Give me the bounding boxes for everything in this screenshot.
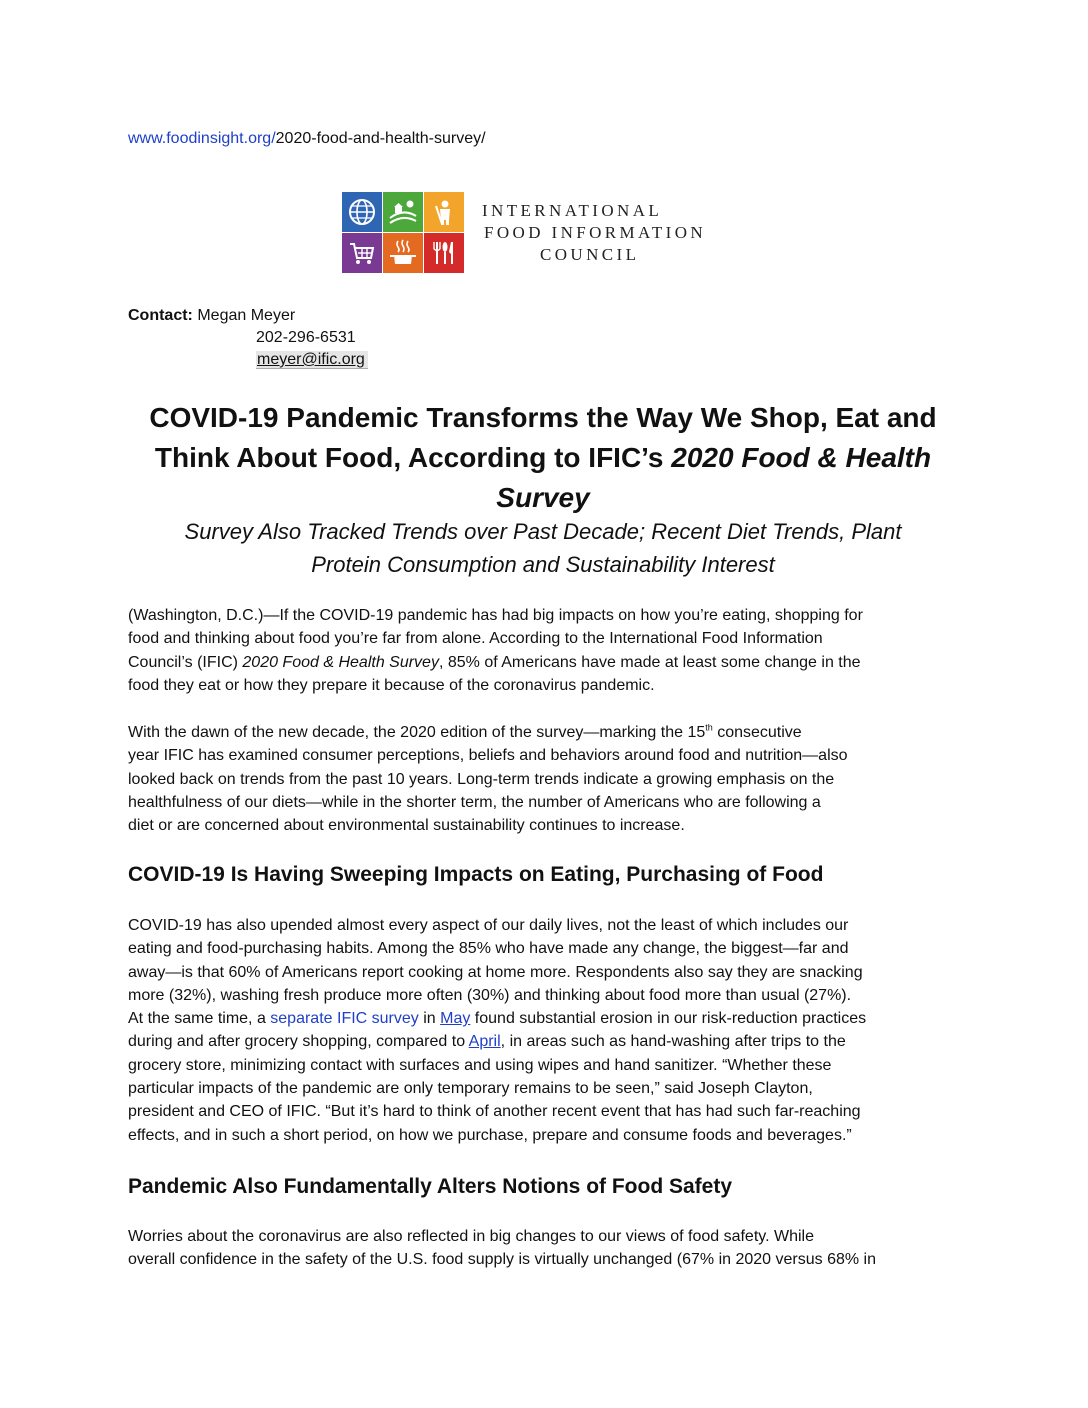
contact-phone: 202-296-6531 (256, 329, 356, 346)
contact-name: Megan Meyer (197, 307, 296, 324)
contact-label: Contact: (128, 307, 193, 324)
globe-icon (342, 192, 382, 232)
utensils-icon (424, 233, 464, 273)
paragraph-food-safety: Worries about the coronavirus are also reflected in big changes to our views of food safety. While overall confidence in the safety of the U.S. food supply is virtually unchanged (67% in 2020 versus 68% in (128, 1228, 876, 1269)
section-heading-impacts: COVID-19 Is Having Sweeping Impacts on Eating, Purchasing of Food (128, 863, 824, 886)
cooking-pot-icon (383, 233, 423, 273)
headline-line2: Think About Food, According to IFIC’s 2020 Food & Health (154, 442, 932, 473)
headline-line3: Survey (496, 482, 590, 513)
farmer-icon (424, 192, 464, 232)
headline-line1: COVID-19 Pandemic Transforms the Way We Shop, Eat and (149, 402, 937, 433)
april-link[interactable]: April (468, 1033, 501, 1051)
subheadline-line1: Survey Also Tracked Trends over Past Decade; Recent Diet Trends, Plant (184, 519, 902, 544)
source-url[interactable] (128, 130, 486, 148)
paragraph-decade: With the dawn of the new decade, the 2020 edition of the survey—marking the 15th consecutive year IFIC has examined consumer perceptions, beliefs and behaviors around food and nutrition—also looked back on trends from the past 10 years. Long-term trends indicate a growing emphasis on the healthfulness of our diets—while in the shorter term, the number of Americans who are following a diet or are concerned about environmental sustainability continues to increase. (128, 722, 848, 835)
paragraph-impacts: COVID-19 has also upended almost every aspect of our daily lives, not the least of which includes our eating and food-purchasing habits. Among the 85% who have made any change, the biggest—far and away—is that 60% of Americans report cooking at home more. Respondents also say they are snacking more (32%), washing fresh produce more often (30%) and thinking about food more than usual (27%). At the same time, a separate IFIC survey in May found substantial erosion in our risk-reduction practices during and after grocery shopping, compared to April, in areas such as hand-washing after trips to the grocery store, minimizing contact with surfaces and using wipes and hand sanitizer. “Whether these particular impacts of the pandemic are only temporary remains to be seen,” said Joseph Clayton, president and CEO of IFIC. “But it’s hard to think of another recent event that has had such far-reaching effects, and in such a short period, on how we purchase, prepare and consume foods and beverages.” (128, 917, 867, 1144)
may-link[interactable]: May (440, 1010, 471, 1028)
org-name-line2: FOOD INFORMATION (484, 223, 707, 242)
org-name-line3: COUNCIL (540, 245, 640, 264)
paragraph-intro: (Washington, D.C.)—If the COVID-19 pandemic has had big impacts on how you’re eating, shopping for food and thinking about food you’re far from alone. According to the International Food Information Council’s (IFIC) 2020 Food & Health Survey, 85% of Americans have made at least some change in the food they eat or how they prepare it because of the coronavirus pandemic. (128, 607, 863, 694)
ific-logo (342, 192, 742, 276)
shopping-cart-icon (342, 233, 382, 273)
url-path: 2020-food-and-health-survey/ (275, 130, 486, 147)
org-name (482, 200, 706, 266)
separate-survey-link[interactable]: separate IFIC survey (270, 1010, 419, 1028)
section-heading-food-safety: Pandemic Also Fundamentally Alters Notions of Food Safety (128, 1175, 733, 1198)
subheadline-line2: Protein Consumption and Sustainability Interest (311, 552, 775, 577)
contact-email-link[interactable]: meyer@ific.org (256, 351, 368, 369)
org-name-line1: INTERNATIONAL (482, 201, 663, 220)
farm-icon (383, 192, 423, 232)
contact-block (128, 305, 368, 371)
url-domain-link[interactable]: www.foodinsight.org/ (128, 130, 276, 147)
logo-tiles (342, 192, 464, 274)
subheadline (128, 515, 958, 581)
headline (128, 398, 958, 518)
